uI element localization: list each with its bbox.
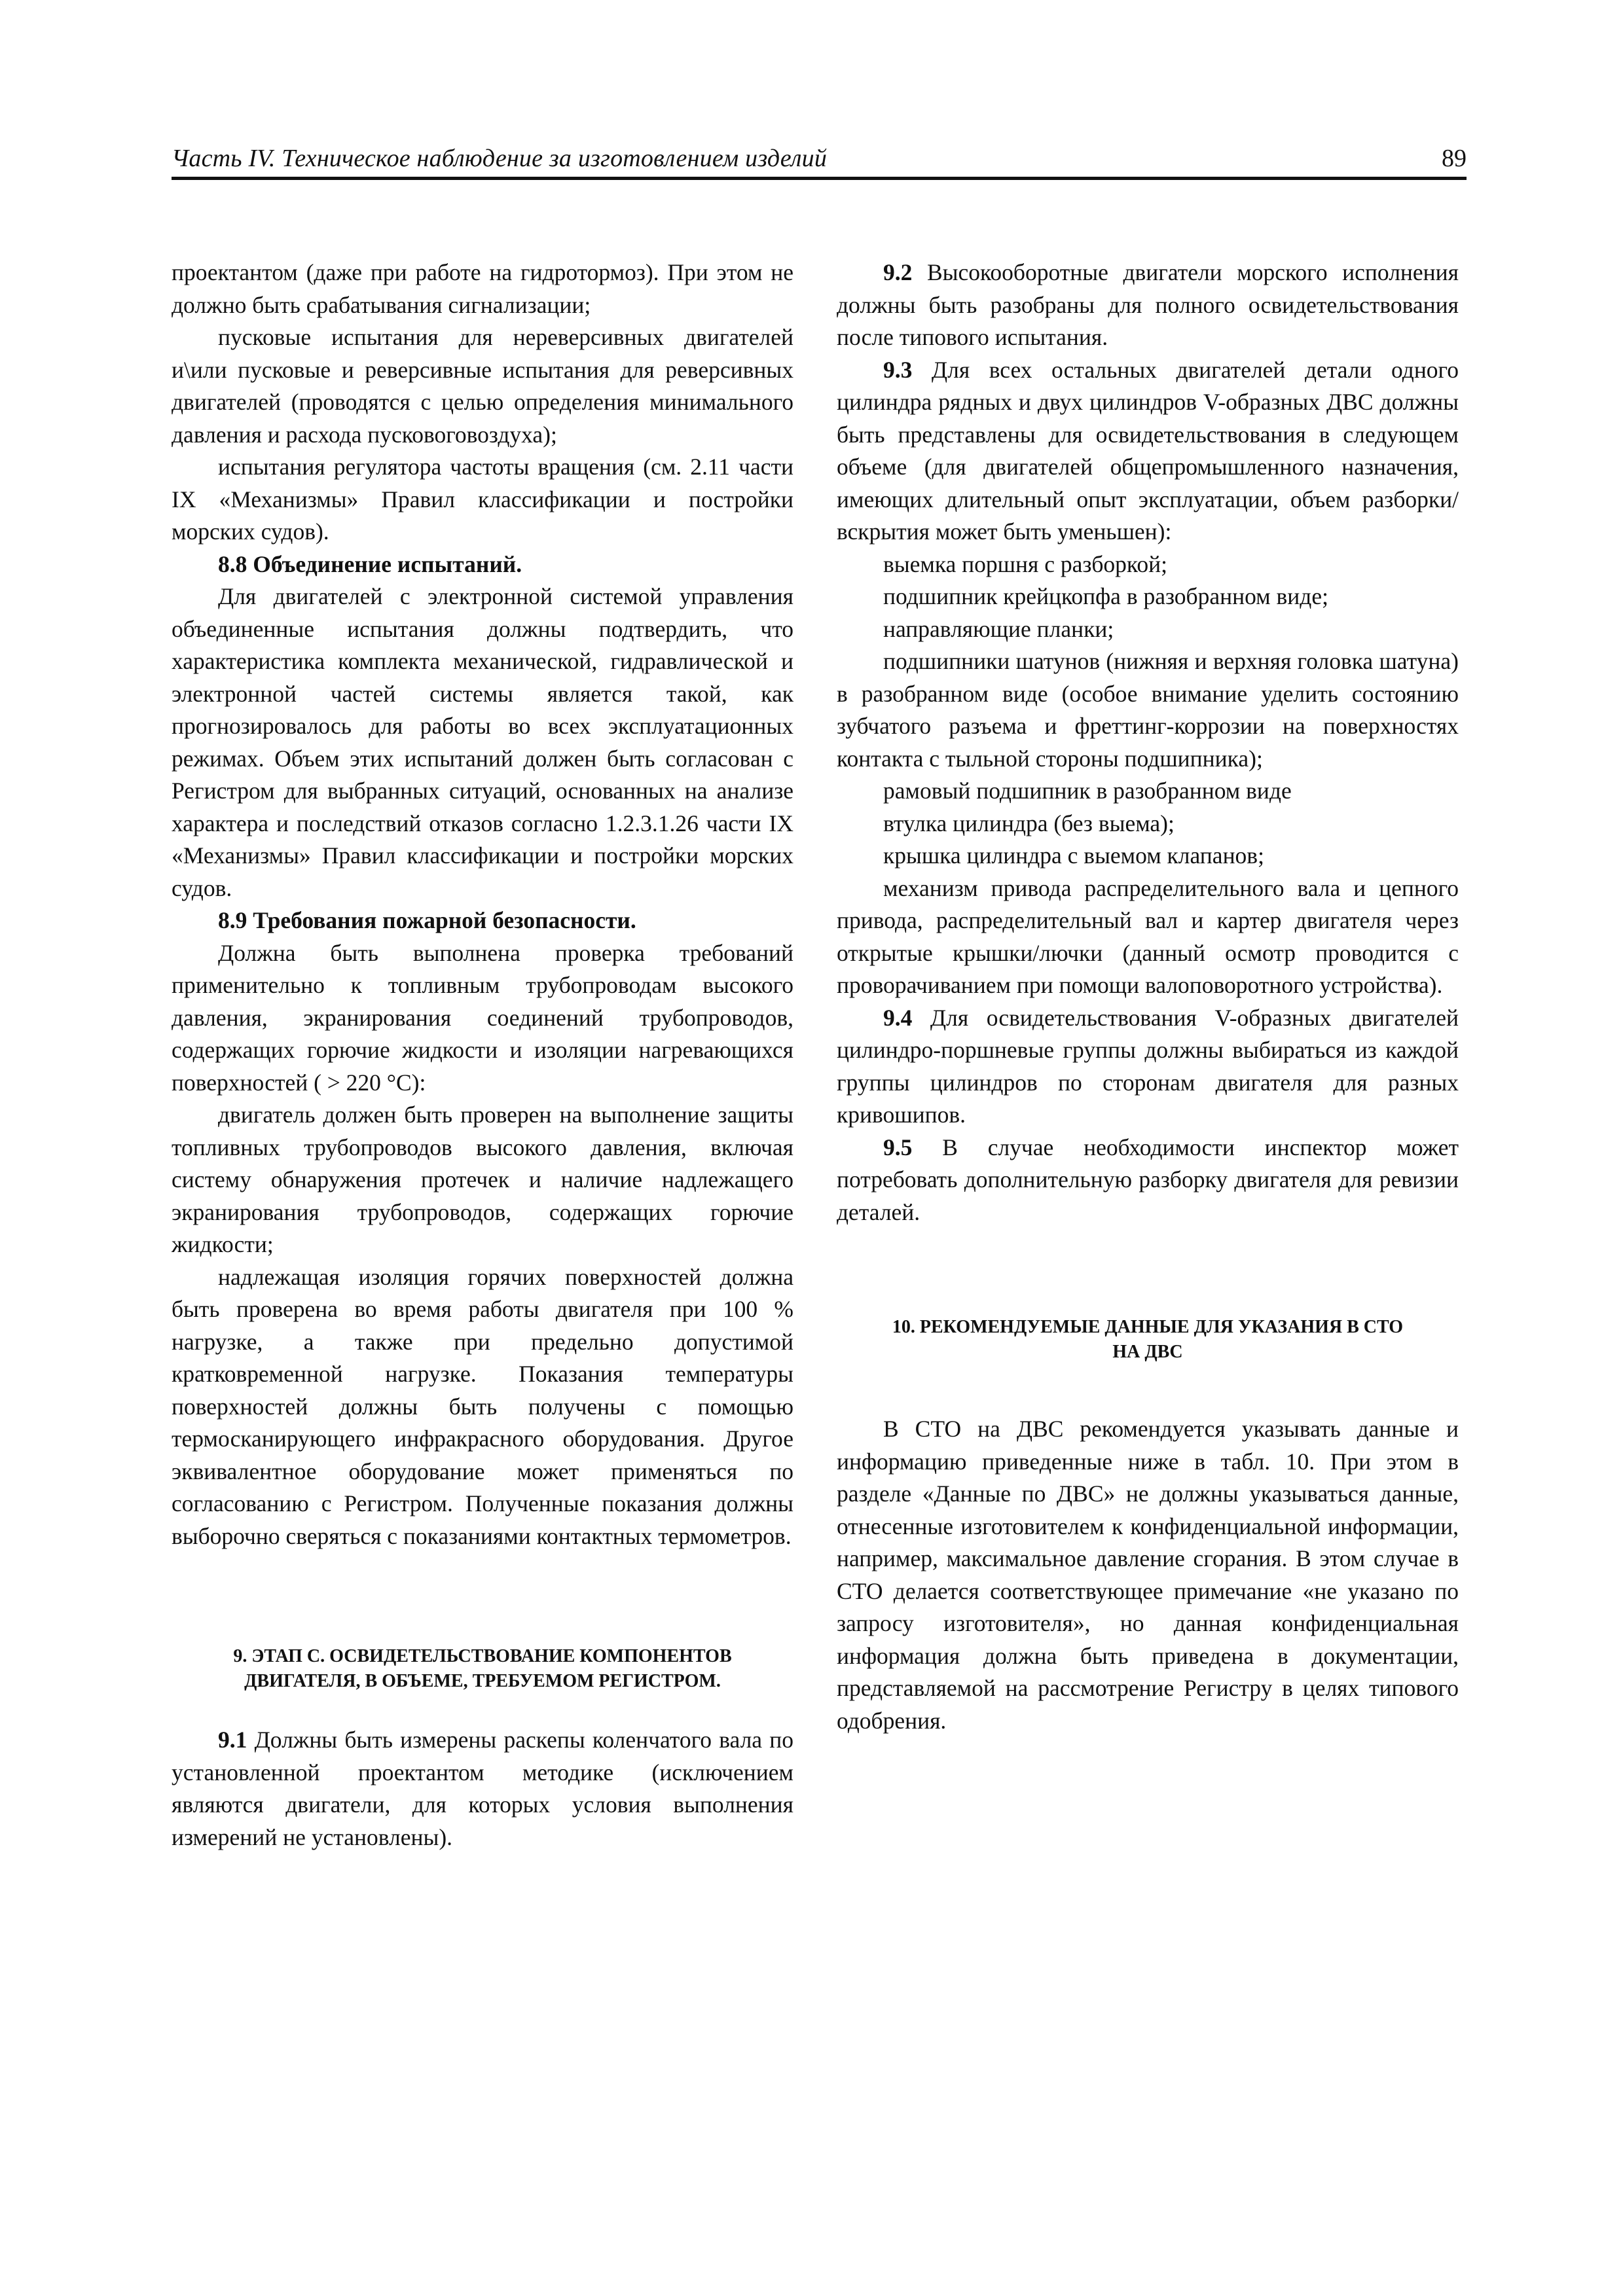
- clause-number: 9.4: [883, 1004, 913, 1031]
- paragraph: Должна быть выполнена проверка требований применительно к топливным трубопроводам высокого давления, экранирования соединений трубопроводов, содержащих горючие жидкости и изоляции нагревающихся поверхностей ( > 220 °C):: [172, 939, 793, 1096]
- running-title: Часть IV. Техническое наблюдение за изготовлением изделий: [172, 145, 828, 172]
- clause-text: Для освидетельствования V-образных двигателей цилиндро-поршневые группы должны выбираться из каждой группы цилиндров по сторонам двигателя для разных кривошипов.: [837, 1004, 1459, 1128]
- paragraph-9-2: [837, 257, 1459, 354]
- right-column: [837, 257, 1459, 1737]
- page-header: [172, 143, 1467, 180]
- list-item: выемка поршня с разборкой;: [883, 550, 1167, 577]
- page-number: 89: [1442, 145, 1467, 172]
- section-heading-line: 9. ЭТАП С. ОСВИДЕТЕЛЬСТВОВАНИЕ КОМПОНЕНТОВ: [233, 1646, 732, 1666]
- list-item: подшипники шатунов (нижняя и верхняя головка шатуна) в разобранном виде (особое внимание уделить состоянию зубчатого разъема и фреттинг-коррозии на поверхностях контакта с тыльной стороны подшипника);: [837, 648, 1459, 772]
- clause-number: 9.3: [883, 356, 913, 383]
- clause-number: 9.5: [883, 1134, 913, 1160]
- paragraph-9-3: [837, 354, 1459, 548]
- paragraph-9-5: [837, 1132, 1459, 1229]
- paragraph-9-4: [837, 1002, 1459, 1132]
- subsection-heading-8-8: 8.8 Объединение испытаний.: [218, 550, 522, 577]
- section-heading-line: НА ДВС: [1112, 1342, 1183, 1362]
- clause-number: 9.2: [883, 259, 913, 285]
- paragraph: пусковые испытания для нереверсивных двигателей и\или пусковые и реверсивные испытания для реверсивных двигателей (проводятся с целью определения минимального давления и расхода пусковоговоздуха);: [172, 324, 793, 448]
- section-heading-line: ДВИГАТЕЛЯ, В ОБЪЕМЕ, ТРЕБУЕМОМ РЕГИСТРОМ.: [244, 1671, 721, 1691]
- list-item: втулка цилиндра (без выема);: [883, 810, 1175, 836]
- paragraph: Для двигателей с электронной системой управления объединенные испытания должны подтвердить, что характеристика комплекта механической, гидравлической и электронной частей системы является такой, как прогнозировалось для работы во всех эксплуатационных режимах. Объем этих испытаний должен быть согласован с Регистром для выбранных ситуаций, основанных на анализе характера и последствий отказов согласно 1.2.3.1.26 части IX «Механизмы» Правил классификации и постройки морских судов.: [172, 583, 793, 901]
- clause-text: Для всех остальных двигателей детали одного цилиндра рядных и двух цилиндров V-образных ДВС должны быть представлены для освидетельствования в следующем объеме (для двигателей общепромышленного назначения, имеющих длительный опыт эксплуатации, объем разборки/вскрытия может быть уменьшен):: [837, 356, 1459, 545]
- section-10-heading: [837, 1315, 1459, 1365]
- clause-text: Должны быть измерены раскепы коленчатого вала по установленной проектантом методике (исключением являются двигатели, для которых условия выполнения измерений не установлены).: [172, 1727, 793, 1850]
- list-item: рамовый подшипник в разобранном виде: [883, 778, 1292, 804]
- clause-text: Высокооборотные двигатели морского исполнения должны быть разобраны для полного освидетельствования после типового испытания.: [837, 259, 1459, 350]
- paragraph: испытания регулятора частоты вращения (см. 2.11 части IX «Механизмы» Правил классификации и постройки морских судов).: [172, 454, 793, 545]
- paragraph: надлежащая изоляция горячих поверхностей должна быть проверена во время работы двигателя при 100 % нагрузке, а также при предельно допустимой кратковременной нагрузке. Показания температуры поверхностей должны быть получены с помощью термосканирующего инфракрасного оборудования. Другое эквивалентное оборудование может применяться по согласованию с Регистром. Полученные показания должны выборочно сверяться с показаниями контактных термометров.: [172, 1263, 793, 1549]
- clause-number: 9.1: [218, 1727, 247, 1753]
- list-item: механизм привода распределительного вала и цепного привода, распределительный вал и картер двигателя через открытые крышки/лючки (данный осмотр проводится с проворачиванием при помощи валоповоротного устройства).: [837, 874, 1459, 998]
- subsection-heading-8-9: 8.9 Требования пожарной безопасности.: [218, 907, 636, 933]
- section-9-heading: [172, 1644, 793, 1694]
- paragraph-9-1: [172, 1724, 793, 1854]
- list-item: подшипник крейцкопфа в разобранном виде;: [883, 583, 1328, 609]
- paragraph: проектантом (даже при работе на гидротормоз). При этом не должно быть срабатывания сигнализации;: [172, 259, 793, 318]
- left-column: [172, 257, 793, 1854]
- section-heading-line: 10. РЕКОМЕНДУЕМЫЕ ДАННЫЕ ДЛЯ УКАЗАНИЯ В СТО: [892, 1317, 1404, 1337]
- list-item: направляющие планки;: [883, 615, 1114, 642]
- clause-text: В случае необходимости инспектор может потребовать дополнительную разборку двигателя для ревизии деталей.: [837, 1134, 1459, 1225]
- paragraph: двигатель должен быть проверен на выполнение защиты топливных трубопроводов высокого давления, включая систему обнаружения протечек и наличие надлежащего экранирования трубопроводов, содержащих горючие жидкости;: [172, 1102, 793, 1257]
- list-item: крышка цилиндра с выемом клапанов;: [883, 842, 1264, 869]
- paragraph: В СТО на ДВС рекомендуется указывать данные и информацию приведенные ниже в табл. 10. При этом в разделе «Данные по ДВС» не должны указываться данные, отнесенные изготовителем к конфиденциальной информации, например, максимальное давление сгорания. В этом случае в СТО делается соответствующее примечание «не указано по запросу изготовителя», но данная конфиденциальная информация должна быть приведена в документации, представляемой на рассмотрение Регистру в целях типового одобрения.: [837, 1416, 1459, 1734]
